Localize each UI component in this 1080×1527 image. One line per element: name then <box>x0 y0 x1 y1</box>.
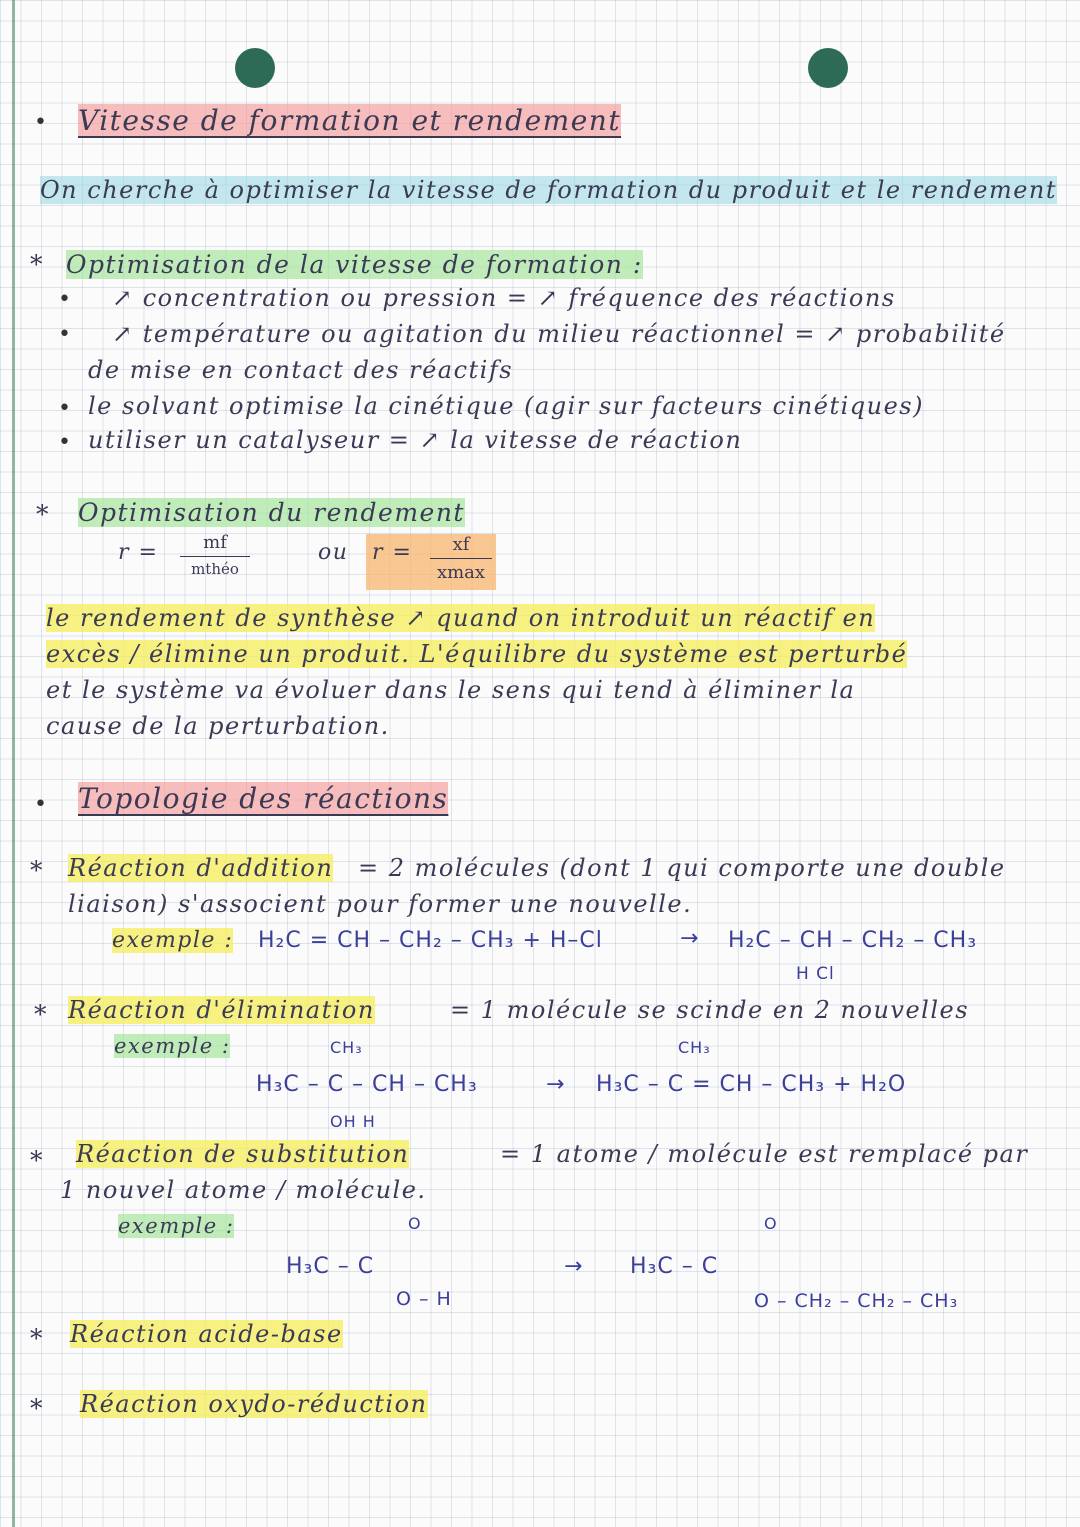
yield-fraction-2 <box>430 534 492 583</box>
substitution-product: H₃C – C <box>630 1254 719 1279</box>
bullet: • <box>34 792 47 817</box>
bullet: • <box>34 110 47 135</box>
numerator: mf <box>203 532 227 553</box>
substitution-text-2: 1 nouvel atome / molécule. <box>60 1176 427 1204</box>
elimination-example-label: exemple : <box>114 1034 231 1058</box>
substitution-example-label: exemple : <box>118 1214 235 1238</box>
binder-hole-right <box>808 48 848 88</box>
star-bullet: * <box>30 1146 44 1175</box>
speed-item-2-cont: de mise en contact des réactifs <box>88 356 514 384</box>
substitution-reactant-tail: O – H <box>396 1288 452 1310</box>
yield-or: ou <box>318 540 349 565</box>
yield-text-line-4: cause de la perturbation. <box>46 712 390 740</box>
substitution-reactant-o: O <box>408 1214 422 1233</box>
star-bullet: * <box>30 1324 44 1353</box>
addition-product-sub: H Cl <box>796 964 835 984</box>
margin-line <box>12 0 15 1527</box>
star-bullet: * <box>30 1394 44 1423</box>
bullet: • <box>58 287 71 312</box>
acid-base-heading: Réaction acide-base <box>70 1320 343 1348</box>
binder-hole-left <box>235 48 275 88</box>
bullet: • <box>58 430 71 455</box>
elimination-reactant-bottom: OH H <box>330 1112 376 1131</box>
addition-text-1: = 2 molécules (dont 1 qui comporte une double <box>358 854 1006 882</box>
substitution-heading: Réaction de substitution <box>76 1140 410 1168</box>
speed-item-2: ↗ température ou agitation du milieu réactionnel = ↗ probabilité <box>112 320 1006 348</box>
speed-item-4: utiliser un catalyseur = ↗ la vitesse de réaction <box>88 426 743 454</box>
yield-heading: Optimisation du rendement <box>78 498 465 527</box>
bullet: • <box>58 396 71 421</box>
elimination-text: = 1 molécule se scinde en 2 nouvelles <box>450 996 970 1024</box>
intro-text: On cherche à optimiser la vitesse de formation du produit et le rendement <box>40 176 1058 204</box>
section-title-vitesse: Vitesse de formation et rendement <box>78 104 622 137</box>
substitution-text-1: = 1 atome / molécule est remplacé par <box>500 1140 1029 1168</box>
numerator: xf <box>452 534 470 555</box>
redox-heading: Réaction oxydo-réduction <box>80 1390 428 1418</box>
denominator: mthéo <box>191 560 239 578</box>
speed-heading: Optimisation de la vitesse de formation : <box>66 250 643 279</box>
speed-item-3: le solvant optimise la cinétique (agir sur facteurs cinétiques) <box>88 392 924 420</box>
addition-heading: Réaction d'addition <box>68 854 334 882</box>
elimination-product-top: CH₃ <box>678 1038 711 1057</box>
yield-formula-1-lhs: r = <box>118 540 159 565</box>
denominator: xmax <box>436 562 486 583</box>
elimination-reactant: H₃C – C – CH – CH₃ <box>256 1072 478 1097</box>
yield-text-line-1: le rendement de synthèse ↗ quand on introduit un réactif en <box>46 604 876 632</box>
star-bullet: * <box>30 856 44 885</box>
yield-text-line-3: et le système va évoluer dans le sens qui tend à éliminer la <box>46 676 856 704</box>
elimination-arrow: → <box>546 1072 566 1097</box>
elimination-heading: Réaction d'élimination <box>68 996 375 1024</box>
substitution-product-tail: O – CH₂ – CH₂ – CH₃ <box>754 1290 959 1312</box>
addition-product: H₂C – CH – CH₂ – CH₃ <box>728 928 978 953</box>
substitution-product-o: O <box>764 1214 778 1233</box>
addition-arrow: → <box>680 926 700 951</box>
addition-text-2: liaison) s'associent pour former une nouvelle. <box>68 890 693 918</box>
yield-text-line-2: excès / élimine un produit. L'équilibre du système est perturbé <box>46 640 908 668</box>
yield-formula-2-lhs: r = <box>372 540 413 565</box>
bullet: • <box>58 322 71 347</box>
addition-reactants: H₂C = CH – CH₂ – CH₃ + H–Cl <box>258 928 603 953</box>
elimination-product: H₃C – C = CH – CH₃ + H₂O <box>596 1072 907 1097</box>
star-bullet: * <box>36 500 50 529</box>
star-bullet: * <box>34 1000 48 1029</box>
substitution-arrow: → <box>564 1254 584 1279</box>
star-bullet: * <box>30 250 44 279</box>
elimination-reactant-top: CH₃ <box>330 1038 363 1057</box>
yield-fraction-1 <box>180 532 250 578</box>
speed-item-1: ↗ concentration ou pression = ↗ fréquence des réactions <box>112 284 896 312</box>
section-title-topologie: Topologie des réactions <box>78 782 449 815</box>
substitution-reactant: H₃C – C <box>286 1254 375 1279</box>
addition-example-label: exemple : <box>112 928 234 953</box>
